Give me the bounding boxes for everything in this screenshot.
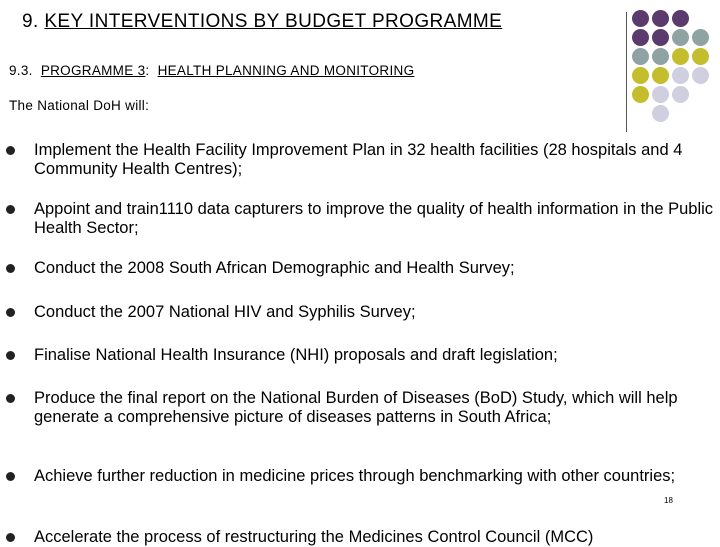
bullet-text: Accelerate the process of restructuring the Medicines Control Council (MCC) [34,528,594,546]
subtitle-name: HEALTH PLANNING AND MONITORING [157,63,415,78]
bullet-icon [6,205,15,214]
page-number: 18 [664,496,673,505]
bullet-text: Achieve further reduction in medicine prices through benchmarking with other countries; [34,467,676,485]
subtitle-programme: PROGRAMME 3 [40,63,146,78]
bullet-text: Produce the final report on the National Burden of Diseases (BoD) Study, which will help generate a comprehensive picture of diseases patterns in South Africa; [34,389,678,426]
bullet-text: Conduct the 2007 National HIV and Syphilis Survey; [34,303,416,321]
title-text: KEY INTERVENTIONS BY BUDGET PROGRAMME [44,11,503,32]
bullet-text: Implement the Health Facility Improvement Plan in 32 health facilities (28 hospitals and 4 Community Health Centres); [34,141,683,178]
bullet-text: Conduct the 2008 South African Demographic and Health Survey; [34,259,515,277]
list-item [34,259,714,278]
bullet-icon [6,351,15,360]
list-item [34,346,714,365]
bullet-icon [6,394,15,403]
list-item [34,303,714,322]
list-item [34,389,714,427]
intro-text: The National DoH will: [9,98,150,113]
title-number: 9. [22,11,39,32]
list-item [34,528,714,547]
subtitle-number: 9.3. [9,63,33,78]
bullet-icon [6,146,15,155]
list-item [34,467,714,486]
bullet-icon [6,533,15,542]
bullet-icon [6,472,15,481]
bullet-text: Appoint and train1110 data capturers to improve the quality of health information in the Public Health Sector; [34,200,714,237]
bullet-icon [6,308,15,317]
list-item [34,200,714,238]
list-item [34,141,714,179]
bullet-icon [6,264,15,273]
bullet-text: Finalise National Health Insurance (NHI) proposals and draft legislation; [34,346,558,364]
subtitle-separator: : [145,63,150,78]
